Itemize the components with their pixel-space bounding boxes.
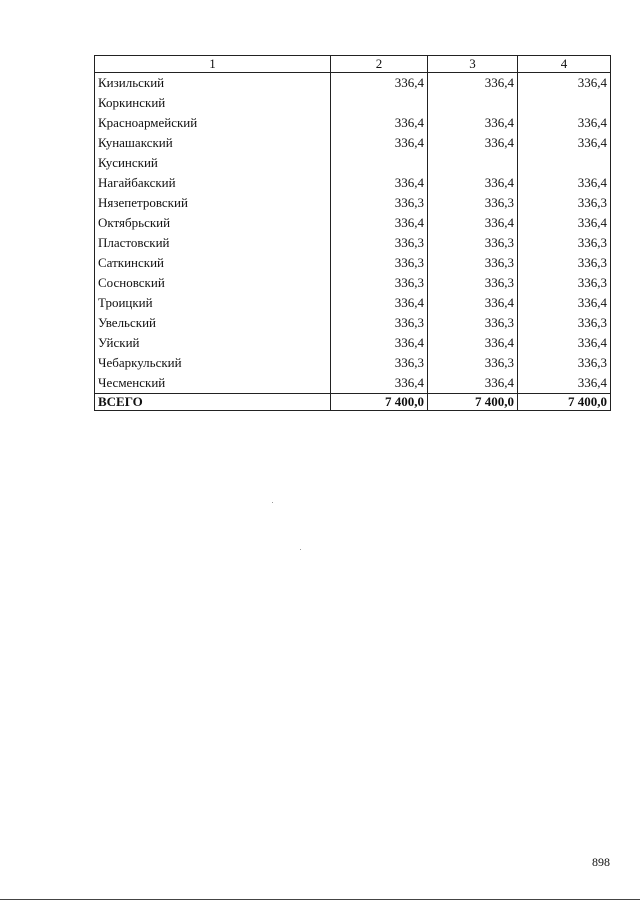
value-cell-4: 336,4 — [518, 333, 611, 353]
scan-speck — [300, 549, 301, 550]
value-cell-2: 336,3 — [331, 313, 428, 333]
total-value-2: 7 400,0 — [331, 394, 428, 411]
table-row — [95, 153, 611, 173]
table-row — [95, 193, 611, 213]
value-cell-4 — [518, 93, 611, 113]
value-cell-3: 336,3 — [428, 253, 518, 273]
district-name-cell: Кизильский — [95, 73, 331, 94]
value-cell-4: 336,3 — [518, 233, 611, 253]
value-cell-2: 336,3 — [331, 253, 428, 273]
value-cell-3: 336,4 — [428, 113, 518, 133]
table-row — [95, 213, 611, 233]
value-cell-2 — [331, 153, 428, 173]
table-row — [95, 253, 611, 273]
value-cell-2: 336,4 — [331, 293, 428, 313]
value-cell-2: 336,4 — [331, 333, 428, 353]
scan-speck — [272, 502, 273, 503]
allocation-table — [94, 55, 611, 411]
value-cell-3: 336,4 — [428, 333, 518, 353]
value-cell-4: 336,3 — [518, 193, 611, 213]
value-cell-4: 336,4 — [518, 373, 611, 394]
table-row — [95, 273, 611, 293]
value-cell-2: 336,3 — [331, 233, 428, 253]
column-header-3: 3 — [428, 56, 518, 73]
value-cell-2: 336,4 — [331, 373, 428, 394]
table-row — [95, 233, 611, 253]
district-name-cell: Кусинский — [95, 153, 331, 173]
district-name-cell: Коркинский — [95, 93, 331, 113]
value-cell-4 — [518, 153, 611, 173]
district-name-cell: Увельский — [95, 313, 331, 333]
district-name-cell: Саткинский — [95, 253, 331, 273]
value-cell-3: 336,3 — [428, 313, 518, 333]
value-cell-4: 336,3 — [518, 353, 611, 373]
district-name-cell: Чесменский — [95, 373, 331, 394]
district-name-cell: Нязепетровский — [95, 193, 331, 213]
table-body — [95, 73, 611, 394]
value-cell-2: 336,4 — [331, 133, 428, 153]
district-name-cell: Уйский — [95, 333, 331, 353]
district-name-cell: Красноармейский — [95, 113, 331, 133]
table-row — [95, 93, 611, 113]
value-cell-2 — [331, 93, 428, 113]
district-name-cell: Октябрьский — [95, 213, 331, 233]
table-row — [95, 333, 611, 353]
value-cell-3: 336,3 — [428, 273, 518, 293]
table-total-row — [95, 394, 611, 411]
table-row — [95, 73, 611, 94]
value-cell-3: 336,4 — [428, 373, 518, 394]
value-cell-4: 336,4 — [518, 293, 611, 313]
value-cell-3: 336,4 — [428, 293, 518, 313]
value-cell-3: 336,3 — [428, 353, 518, 373]
column-header-2: 2 — [331, 56, 428, 73]
page-bottom-rule — [0, 899, 640, 900]
district-name-cell: Троицкий — [95, 293, 331, 313]
district-name-cell: Кунашакский — [95, 133, 331, 153]
value-cell-3: 336,3 — [428, 193, 518, 213]
value-cell-4: 336,4 — [518, 213, 611, 233]
column-header-4: 4 — [518, 56, 611, 73]
district-name-cell: Пластовский — [95, 233, 331, 253]
table-header-row — [95, 56, 611, 73]
value-cell-2: 336,3 — [331, 353, 428, 373]
value-cell-2: 336,3 — [331, 273, 428, 293]
value-cell-4: 336,3 — [518, 253, 611, 273]
district-name-cell: Сосновский — [95, 273, 331, 293]
value-cell-4: 336,4 — [518, 73, 611, 94]
column-header-1: 1 — [95, 56, 331, 73]
value-cell-3: 336,4 — [428, 173, 518, 193]
value-cell-2: 336,4 — [331, 113, 428, 133]
table-row — [95, 353, 611, 373]
value-cell-4: 336,4 — [518, 133, 611, 153]
page-number: 898 — [592, 855, 610, 869]
total-label: ВСЕГО — [95, 394, 331, 411]
value-cell-2: 336,4 — [331, 73, 428, 94]
value-cell-3: 336,3 — [428, 233, 518, 253]
total-value-3: 7 400,0 — [428, 394, 518, 411]
value-cell-4: 336,4 — [518, 113, 611, 133]
value-cell-3: 336,4 — [428, 73, 518, 94]
value-cell-2: 336,3 — [331, 193, 428, 213]
table-row — [95, 313, 611, 333]
value-cell-4: 336,3 — [518, 273, 611, 293]
value-cell-3 — [428, 93, 518, 113]
value-cell-3: 336,4 — [428, 213, 518, 233]
value-cell-4: 336,3 — [518, 313, 611, 333]
value-cell-3: 336,4 — [428, 133, 518, 153]
table-row — [95, 133, 611, 153]
value-cell-3 — [428, 153, 518, 173]
table-row — [95, 293, 611, 313]
value-cell-2: 336,4 — [331, 213, 428, 233]
value-cell-2: 336,4 — [331, 173, 428, 193]
total-value-4: 7 400,0 — [518, 394, 611, 411]
table-row — [95, 373, 611, 394]
table-row — [95, 113, 611, 133]
table-row — [95, 173, 611, 193]
value-cell-4: 336,4 — [518, 173, 611, 193]
district-name-cell: Нагайбакский — [95, 173, 331, 193]
district-name-cell: Чебаркульский — [95, 353, 331, 373]
